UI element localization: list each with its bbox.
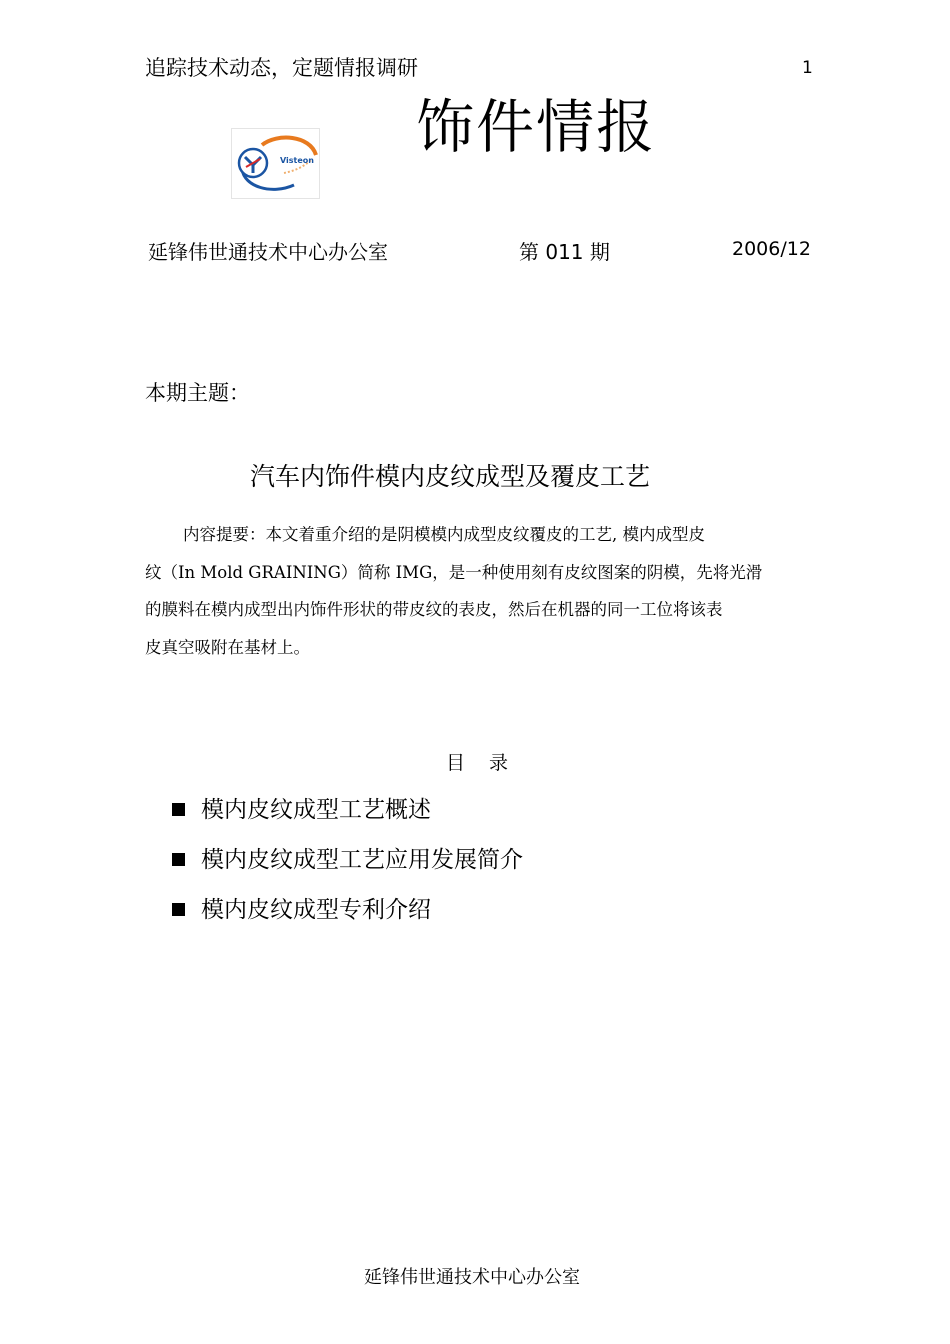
logo-graphic bbox=[232, 129, 319, 198]
abstract-line-2: 纹（In Mold GRAINING）简称 IMG，是一种使用刻有皮纹图案的阴模，先将光滑 bbox=[145, 562, 763, 582]
toc-title-char-1: 目 bbox=[446, 752, 466, 774]
toc-item-label: 模内皮纹成型工艺概述 bbox=[201, 796, 431, 823]
toc-item-label: 模内皮纹成型专利介绍 bbox=[201, 896, 431, 923]
page-number: 1 bbox=[802, 58, 813, 78]
abstract bbox=[145, 516, 817, 666]
toc-list bbox=[172, 782, 523, 932]
abstract-label: 内容提要： bbox=[183, 525, 266, 544]
masthead-office: 延锋伟世通技术中心办公室 bbox=[148, 240, 388, 264]
toc-item bbox=[172, 832, 523, 882]
abstract-line-3: 的膜料在模内成型出内饰件形状的带皮纹的表皮，然后在机器的同一工位将该表 bbox=[145, 600, 723, 619]
article-title: 汽车内饰件模内皮纹成型及覆皮工艺 bbox=[250, 462, 651, 491]
masthead-date: 2006/12 bbox=[732, 238, 811, 260]
square-bullet-icon bbox=[172, 903, 185, 916]
square-bullet-icon bbox=[172, 803, 185, 816]
abstract-text-1: 本文着重介绍的是阴模模内成型皮纹覆皮的工艺, 模内成型皮 bbox=[265, 525, 705, 544]
abstract-line-1 bbox=[145, 516, 817, 554]
toc-item-label: 模内皮纹成型工艺应用发展简介 bbox=[201, 846, 523, 873]
masthead-issue: 第 011 期 bbox=[519, 240, 610, 264]
toc-title bbox=[446, 748, 508, 775]
footer-office: 延锋伟世通技术中心办公室 bbox=[364, 1267, 580, 1288]
topic-label: 本期主题： bbox=[145, 381, 250, 405]
toc-item bbox=[172, 782, 523, 832]
abstract-line-4: 皮真空吸附在基材上。 bbox=[145, 637, 310, 657]
header-tagline: 追踪技术动态，定题情报调研 bbox=[145, 56, 418, 80]
toc-title-char-2: 录 bbox=[489, 752, 509, 774]
logo-brand-text: Visteon bbox=[280, 156, 314, 165]
square-bullet-icon bbox=[172, 853, 185, 866]
newsletter-title: 饰件情报 bbox=[416, 93, 657, 161]
yfv-visteon-logo bbox=[231, 128, 320, 199]
toc-item bbox=[172, 882, 523, 932]
